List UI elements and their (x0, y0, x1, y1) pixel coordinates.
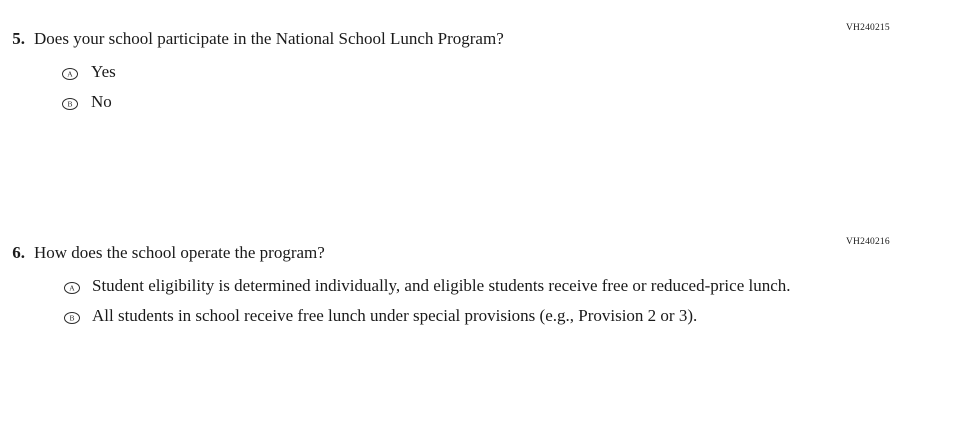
question-6-options (0, 276, 972, 326)
bubble-letter-a: A (67, 69, 73, 79)
question-5-text: Does your school participate in the National School Lunch Program? (34, 29, 504, 48)
question-5-options (0, 62, 972, 112)
radio-bubble-icon[interactable] (64, 312, 80, 324)
radio-bubble-icon[interactable] (64, 282, 80, 294)
option-5-a[interactable] (0, 62, 972, 83)
radio-bubble-icon[interactable] (62, 98, 78, 110)
question-6-header (0, 242, 972, 263)
bubble-letter-a: A (69, 283, 75, 293)
option-6-a[interactable] (0, 276, 972, 297)
question-5-number: 5. (12, 29, 25, 48)
option-6-b[interactable] (0, 306, 972, 327)
question-block-6 (0, 237, 972, 336)
question-block-5 (0, 23, 972, 122)
option-5-b[interactable] (0, 92, 972, 113)
form-id-label-6: VH240216 (846, 237, 890, 247)
bubble-letter-b: B (67, 99, 73, 109)
option-5-a-label: Yes (91, 62, 116, 82)
option-6-a-label: Student eligibility is determined individually, and eligible students receive free or reduced-price lunch. (92, 276, 791, 296)
option-6-b-label: All students in school receive free lunch under special provisions (e.g., Provision 2 or 3). (92, 305, 698, 325)
radio-bubble-icon[interactable] (62, 68, 78, 80)
question-5-header (0, 28, 972, 49)
option-5-b-label: No (91, 91, 112, 111)
question-6-number: 6. (12, 243, 25, 262)
bubble-letter-b: B (69, 313, 75, 323)
question-6-text: How does the school operate the program? (34, 243, 325, 262)
form-id-label-5: VH240215 (846, 23, 890, 33)
